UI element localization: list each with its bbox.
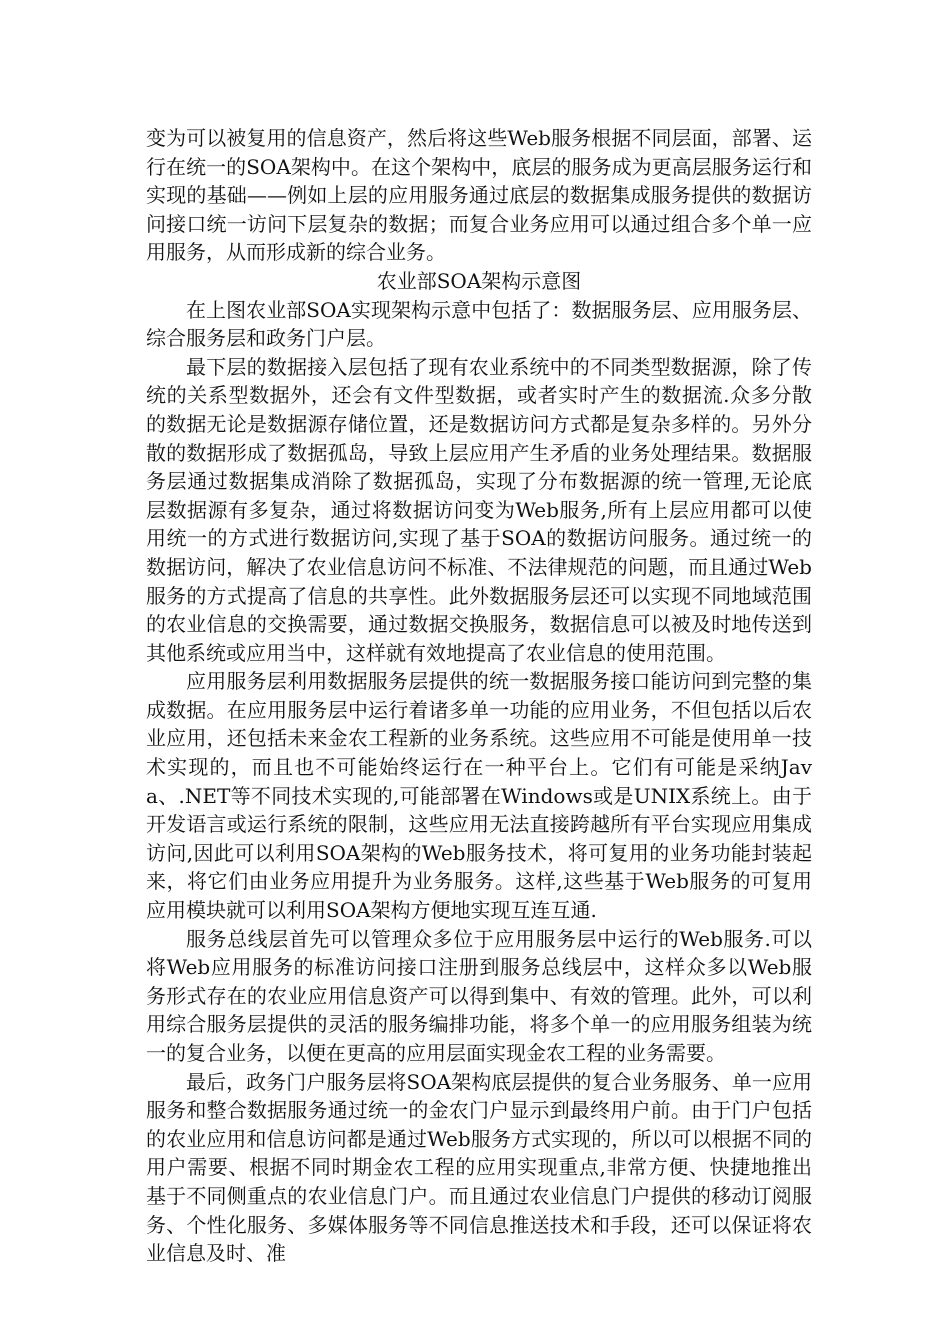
paragraph-application-service-layer: 应用服务层利用数据服务层提供的统一数据服务接口能访问到完整的集成数据。在应用服务层中运行着诸多单一功能的应用业务，不但包括以后农业应用，还包括未来金农工程新的业务系统。这些应用不可能是使用单一技术实现的，而且也不可能始终运行在一种平台上。它们有可能是采纳Java、.NET等不同技术实现的,可能部署在Windows或是UNIX系统上。由于开发语言或运行系统的限制，这些应用无法直接跨越所有平台实现应用集成访问,因此可以利用SOA架构的Web服务技术，将可复用的业务功能封装起来，将它们由业务应用提升为业务服务。这样,这些基于Web服务的可复用应用模块就可以利用SOA架构方便地实现互连互通. [146,669,812,923]
paragraph-layers-overview: 在上图农业部SOA实现架构示意中包括了：数据服务层、应用服务层、综合服务层和政务门户层。 [146,297,812,351]
paragraph-data-service-layer: 最下层的数据接入层包括了现有农业系统中的不同类型数据源，除了传统的关系型数据外，还会有文件型数据，或者实时产生的数据流.众多分散的数据无论是数据源存储位置，还是数据访问方式都是复杂多样的。另外分散的数据形成了数据孤岛，导致上层应用产生矛盾的业务处理结果。数据服务层通过数据集成消除了数据孤岛，实现了分布数据源的统一管理,无论底层数据源有多复杂，通过将数据访问变为Web服务,所有上层应用都可以使用统一的方式进行数据访问,实现了基于SOA的数据访问服务。通过统一的数据访问，解决了农业信息访问不标准、不法律规范的问题，而且通过Web服务的方式提高了信息的共享性。此外数据服务层还可以实现不同地域范围的农业信息的交换需要，通过数据交换服务，数据信息可以被及时地传送到其他系统或应用当中，这样就有效地提高了农业信息的使用范围。 [146,354,812,665]
paragraph-portal-layer: 最后，政务门户服务层将SOA架构底层提供的复合业务服务、单一应用服务和整合数据服务通过统一的金农门户显示到最终用户前。由于门户包括的农业应用和信息访问都是通过Web服务方式实现的，所以可以根据不同的用户需要、根据不同时期金农工程的应用实现重点,非常方便、快捷地推出基于不同侧重点的农业信息门户。而且通过农业信息门户提供的移动订阅服务、个性化服务、多媒体服务等不同信息推送技术和手段，还可以保证将农业信息及时、准 [146,1069,812,1266]
paragraph-service-bus-layer: 服务总线层首先可以管理众多位于应用服务层中运行的Web服务.可以将Web应用服务的标准访问接口注册到服务总线层中，这样众多以Web服务形式存在的农业应用信息资产可以得到集中、有效的管理。此外，可以利用综合服务层提供的灵活的服务编排功能，将多个单一的应用服务组装为统一的复合业务，以便在更高的应用层面实现金农工程的业务需要。 [146,926,812,1065]
figure-caption: 农业部SOA架构示意图 [376,268,582,293]
document-body [146,124,812,1268]
intro-paragraph: 变为可以被复用的信息资产，然后将这些Web服务根据不同层面，部署、运行在统一的SOA架构中。在这个架构中，底层的服务成为更高层服务运行和实现的基础——例如上层的应用服务通过底层的数据集成服务提供的数据访问接口统一访问下层复杂的数据；而复合业务应用可以通过组合多个单一应用服务，从而形成新的综合业务。 [146,126,812,265]
